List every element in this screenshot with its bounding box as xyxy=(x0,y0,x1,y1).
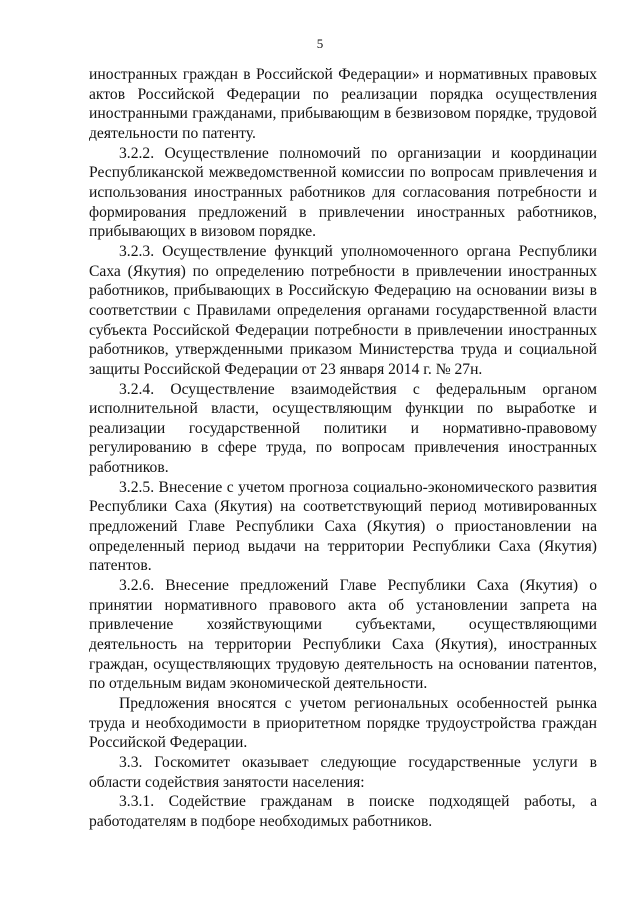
paragraph-3-3-1: 3.3.1. Содействие гражданам в поиске подходящей работы, а работодателям в подборе необходимых работников. xyxy=(89,793,597,830)
paragraph-3-2-6: 3.2.6. Внесение предложений Главе Республики Саха (Якутия) о принятии нормативного правового акта об установлении запрета на привлечение хозяйствующими субъектами, осуществляющими деятельность на территории Республики Саха (Якутия), иностранных граждан, осуществляющих трудовую деятельность на основании патентов, по отдельным видам экономической деятельности. xyxy=(89,577,597,693)
document-body xyxy=(89,65,597,832)
paragraph-3-2-3: 3.2.3. Осуществление функций уполномоченного органа Республики Саха (Якутия) по определению потребности в привлечении иностранных работников, прибывающих в Российскую Федерацию на основании визы в соответствии с Правилами определения органами государственной власти субъекта Российской Федерации потребности в привлечении иностранных работников, утвержденными приказом Министерства труда и социальной защиты Российской Федерации от 23 января 2014 г. № 27н. xyxy=(89,242,597,378)
paragraph-3-2-5: 3.2.5. Внесение с учетом прогноза социально-экономического развития Республики Саха (Якутия) на соответствующий период мотивированных предложений Главе Республики Саха (Якутия) о приостановлении на определенный период выдачи на территории Республики Саха (Якутия) патентов. xyxy=(89,478,597,575)
paragraph-3-3: 3.3. Госкомитет оказывает следующие государственные услуги в области содействия занятости населения: xyxy=(89,753,597,791)
paragraph-3-2-2: 3.2.2. Осуществление полномочий по организации и координации Республиканской межведомственной комиссии по вопросам привлечения и использования иностранных работников для согласования потребности и формирования предложений в привлечении иностранных работников, прибывающих в визовом порядке. xyxy=(89,144,597,241)
page-number: 5 xyxy=(316,36,324,51)
paragraph-intro-continuation: иностранных граждан в Российской Федерации» и нормативных правовых актов Российской Федерации по реализации порядка осуществления иностранными гражданами, прибывающим в безвизовом порядке, трудовой деятельности по патенту. xyxy=(89,66,597,142)
paragraph-3-2-4: 3.2.4. Осуществление взаимодействия с федеральным органом исполнительной власти, осуществляющим функции по выработке и реализации государственной политики и нормативно-правовому регулированию в сфере труда, по вопросам привлечения иностранных работников. xyxy=(89,380,597,477)
paragraph-proposals-note: Предложения вносятся с учетом региональных особенностей рынка труда и необходимости в приоритетном порядке трудоустройства граждан Российской Федерации. xyxy=(89,695,597,752)
